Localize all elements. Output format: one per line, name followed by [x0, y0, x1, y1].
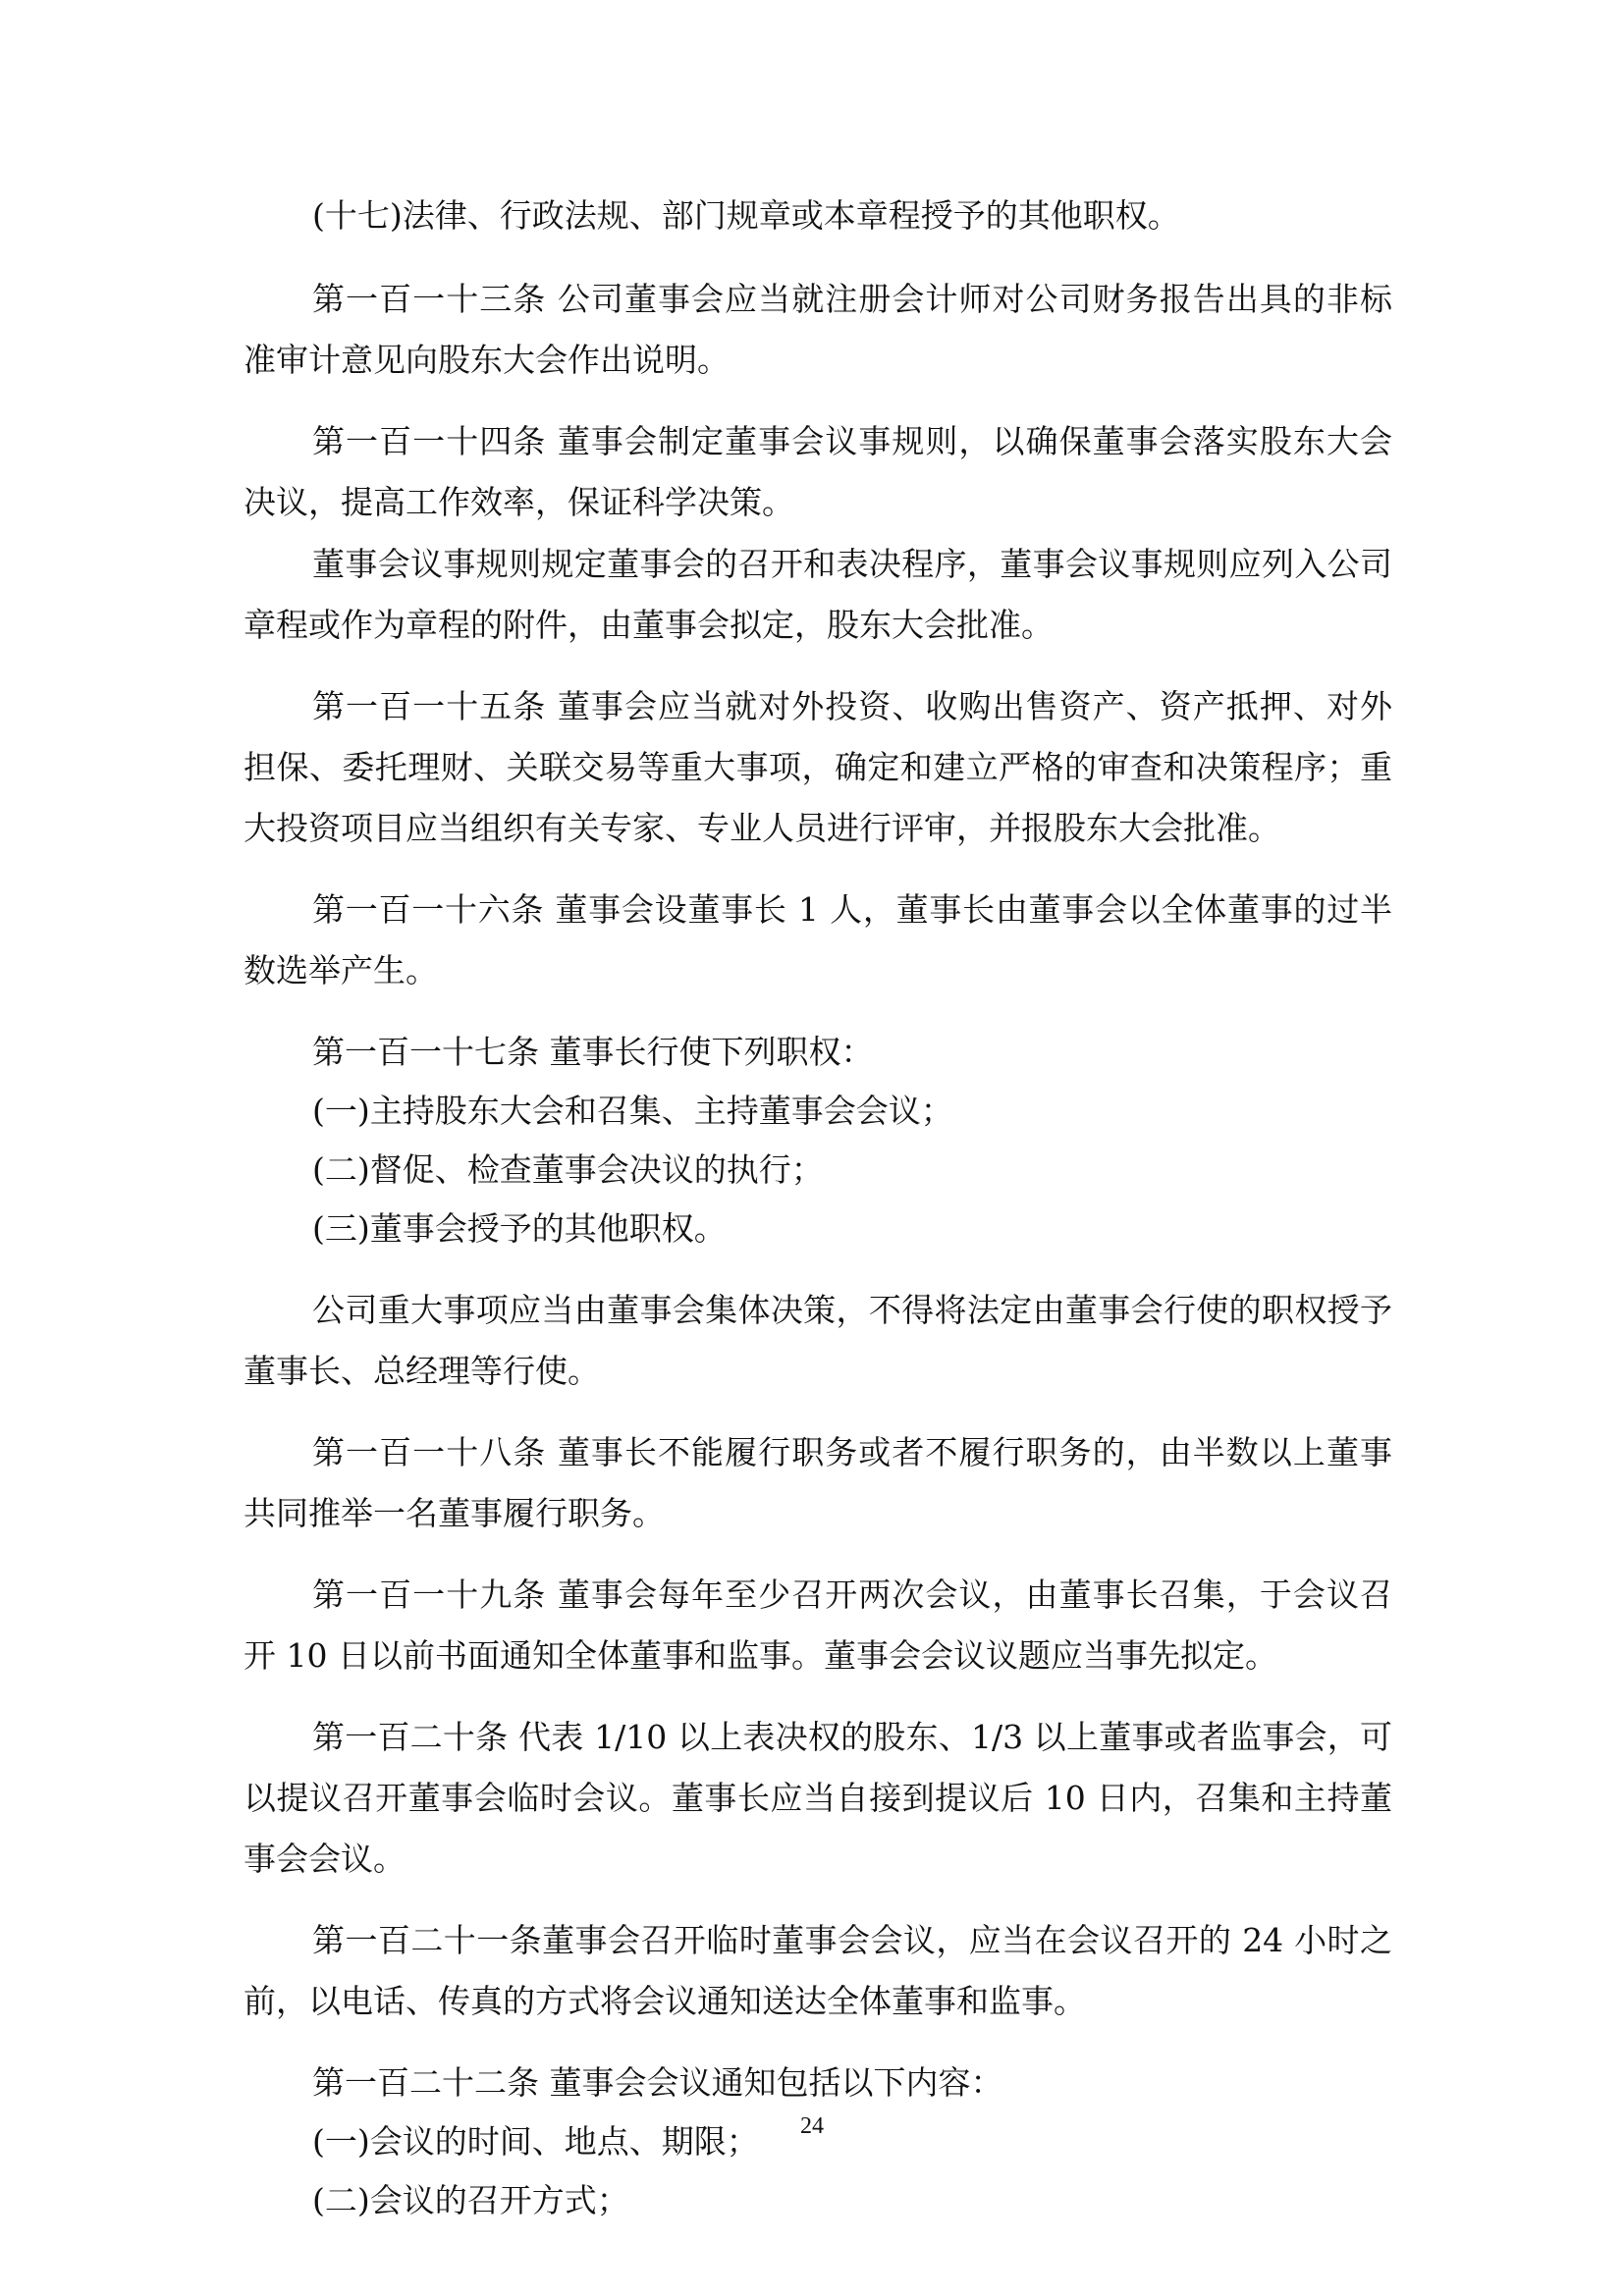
- text-line: 第一百二十一条董事会召开临时董事会会议，应当在会议召开的 24 小时之: [312, 1921, 1392, 1959]
- text-line: (三)董事会授予的其他职权。: [312, 1209, 727, 1248]
- text-line: 第一百一十三条 公司董事会应当就注册会计师对公司财务报告出具的非标: [312, 280, 1392, 318]
- text-line: 决议，提高工作效率，保证科学决策。: [244, 483, 794, 521]
- text-line: 公司重大事项应当由董事会集体决策，不得将法定由董事会行使的职权授予: [312, 1291, 1392, 1329]
- text-line: 董事会议事规则规定董事会的召开和表决程序，董事会议事规则应列入公司: [312, 545, 1392, 583]
- text-line: 第一百一十八条 董事长不能履行职务或者不履行职务的，由半数以上董事: [312, 1433, 1392, 1471]
- text-line: (一)会议的时间、地点、期限；: [312, 2122, 759, 2161]
- text-line: 董事长、总经理等行使。: [244, 1352, 600, 1390]
- text-line: (一)主持股东大会和召集、主持董事会会议；: [312, 1092, 953, 1130]
- text-line: 章程或作为章程的附件，由董事会拟定，股东大会批准。: [244, 606, 1054, 644]
- text-line: 担保、委托理财、关联交易等重大事项，确定和建立严格的审查和决策程序；重: [244, 748, 1392, 786]
- text-line: 大投资项目应当组织有关专家、专业人员进行评审，并报股东大会批准。: [244, 809, 1280, 847]
- text-line: 第一百一十五条 董事会应当就对外投资、收购出售资产、资产抵押、对外: [312, 687, 1392, 725]
- page-number: 24: [800, 2113, 824, 2139]
- text-line: 前，以电话、传真的方式将会议通知送达全体董事和监事。: [244, 1982, 1086, 2020]
- text-line: 第一百二十条 代表 1/10 以上表决权的股东、1/3 以上董事或者监事会，可: [312, 1718, 1392, 1756]
- text-line: 以提议召开董事会临时会议。董事长应当自接到提议后 10 日内，召集和主持董: [244, 1779, 1392, 1817]
- text-line: (二)督促、检查董事会决议的执行；: [312, 1150, 824, 1189]
- text-line: (十七)法律、行政法规、部门规章或本章程授予的其他职权。: [312, 196, 1180, 235]
- text-line: 第一百一十六条 董事会设董事长 1 人，董事长由董事会以全体董事的过半: [312, 890, 1392, 929]
- text-line: (二)会议的召开方式；: [312, 2181, 629, 2219]
- text-line: 第一百一十四条 董事会制定董事会议事规则，以确保董事会落实股东大会: [312, 422, 1392, 460]
- text-line: 数选举产生。: [244, 951, 438, 989]
- text-line: 第一百一十九条 董事会每年至少召开两次会议，由董事长召集，于会议召: [312, 1575, 1392, 1614]
- text-line: 开 10 日以前书面通知全体董事和监事。董事会会议议题应当事先拟定。: [244, 1636, 1277, 1675]
- text-line: 共同推举一名董事履行职务。: [244, 1494, 665, 1532]
- text-line: 准审计意见向股东大会作出说明。: [244, 341, 730, 379]
- text-line: 事会会议。: [244, 1840, 406, 1878]
- text-line: 第一百一十七条 董事长行使下列职权：: [312, 1033, 874, 1071]
- text-line: 第一百二十二条 董事会会议通知包括以下内容：: [312, 2063, 1003, 2102]
